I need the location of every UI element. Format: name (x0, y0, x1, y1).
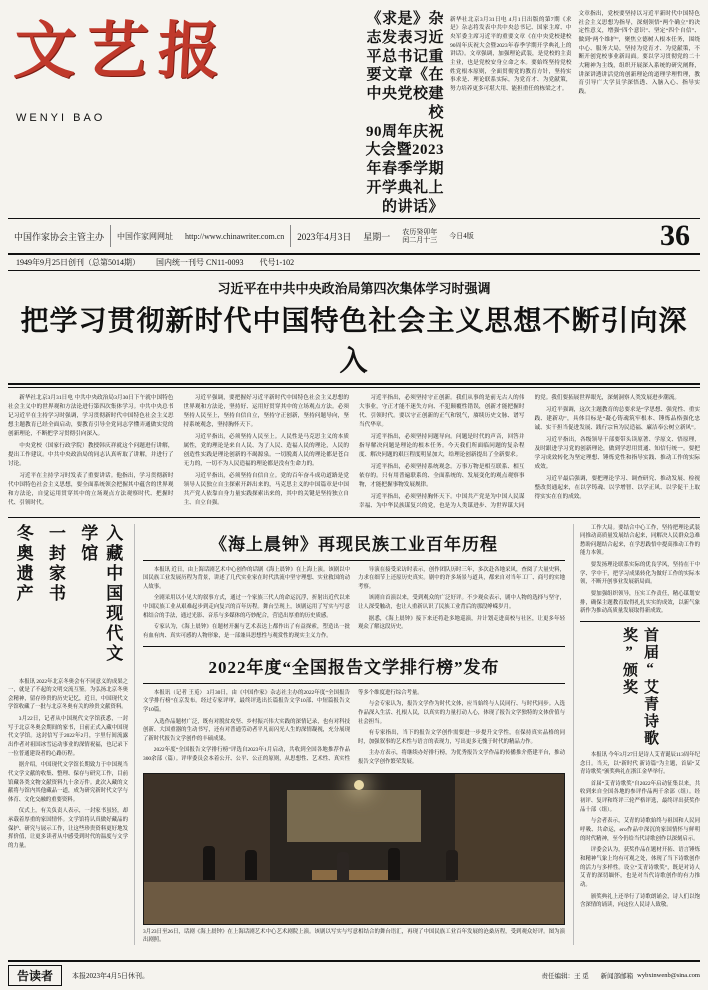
lunar-line2: 闰二月十三 (402, 236, 438, 245)
founded-info: 1949年9月25日创刊（总第5014期） (16, 258, 140, 268)
lead-p: 习近平最后强调，要把理论学习、调查研究、推动发展、检视整改贯通起来，在以学铸魂、以学增智、以学正风、以学促干上取得实实在在的成效。 (534, 475, 700, 500)
lead-p: 习近平指出，必须坚持胸怀天下。中国共产党是为中国人民谋幸福、为中华民族谋复兴的党，也是为人类谋进步、为世界谋大同的党。我们要拓展世界眼光，深刻洞察人类发展进步潮流。 (359, 395, 680, 509)
left-p: 仪式上，有关负责人表示，一封家书虽轻，却承载着厚重的家国情怀。文学馆将认真做好藏品的保护、研究与展示工作，让这些珍贵资料更好地发挥价值，让更多读者从中感受到时代的温度与文学的力量。 (8, 808, 128, 850)
photo-floor (144, 882, 564, 924)
masthead-headline (348, 6, 450, 216)
right-body (580, 751, 700, 910)
lead-p: 习近平指出，必须坚持系统观念。万事万物是相互联系、相互依存的。只有用普遍联系的、全面系统的、发展变化的观点观察事物，才能把握事物发展规律。 (359, 463, 525, 488)
photo-figure (337, 852, 349, 880)
right-vertical-title: 首届“艾青诗歌奖”颁奖 (621, 626, 658, 747)
lead-p: 习近平在主持学习时发表了重要讲话。他指出，学习贯彻新时代中国特色社会主义思想，要全面系统领会把握其中蕴含的世界观和方法论，自觉运用贯穿其中的立场观点方法观察时代、把握时代、引领时代。 (8, 472, 174, 506)
lead-body (8, 394, 700, 510)
masthead (8, 6, 700, 219)
masthead-headline-line1: 《求是》杂志发表习近平总书记重要文章《在中央党校建校 (366, 11, 444, 121)
right-top-body (580, 524, 700, 616)
report-ranking-title: 2022年度“全国报告文学排行榜”发布 (208, 657, 500, 677)
post-code: 代号1-102 (259, 258, 295, 268)
right-p: 颁奖典礼上还举行了诗歌朗诵会，诗人们以饱含深情的诵读，向这位人民诗人致敬。 (580, 893, 700, 909)
sponsor-label: 中国作家协会主管主办 (14, 231, 105, 242)
lead-p: 习近平强调，这次主题教育的总要求是“学思想、强党性、重实践、建新功”，具体目标是“凝心铸魂筑牢根本、锤炼品格强化忠诚、实干担当促进发展、践行宗旨为民造福、廉洁奉公树立新风”。 (534, 407, 700, 432)
left-p: 本报讯 2022年北京冬奥会有不同意义的成果之一，就是了不起的文明交流互鉴。为弘扬北京冬奥会精神，留存珍贵的历史记忆，近日，中国现代文学馆收藏了一批与北京冬奥有关的珍贵文献资料。 (8, 678, 128, 711)
photo-figure (203, 846, 215, 880)
mid-article-body (143, 566, 565, 641)
lead-kicker: 习近平在中共中央政治局第四次集体学习时强调 (217, 281, 491, 297)
report-p: 主办方表示，将继续办好排行榜，为优秀报告文学作品的传播推介搭建平台，推动报告文学创作繁荣发展。 (358, 750, 565, 766)
lower-band (8, 517, 700, 946)
logo-pinyin: WENYI BAO (16, 112, 106, 124)
right-p: 评委会认为，获奖作品在题材开拓、语言锤炼和精神气象上均有可观之处，体现了当下诗歌创作的活力与多样性。设立“艾青诗歌奖”，既是对诗人艾青的深切缅怀，也是对当代诗歌创作的有力推动。 (580, 847, 700, 888)
left-vertical-title-3: 入藏中国现代文学馆 (78, 523, 123, 664)
masthead-headline-line2: 90周年庆祝大会暨2023年春季学期开学典礼上的讲话》 (365, 123, 444, 215)
notice-title: 告读者 (8, 965, 62, 986)
right-p: 首届“艾青诗歌奖”自2022年启动征集以来，共收到来自全国各地的参评作品两千余部（组）。经初评、复评和终评三轮严格评选，最终评出获奖作品十部（组）。 (580, 780, 700, 813)
site-url[interactable]: http://www.chinawriter.com.cn (185, 231, 285, 241)
mid-article-title: 《海上晨钟》再现民族工业百年历程 (210, 534, 498, 554)
masthead-brief (450, 6, 700, 101)
left-vertical-title-1: 冬奥遗产 (13, 523, 33, 604)
left-column (8, 524, 135, 946)
cn-code: 国内统一刊号 CN11-0093 (156, 258, 244, 268)
mid-p: 全剧采用以小见大的叙事方式，通过一个家族三代人的命运沉浮，折射出近代以来中国民族工业从艰难起步到走向复兴的百年历程。舞台呈现上，该剧运用了写实与写意相结合的手法，通过光影、音乐与多媒体的巧妙配合，营造出厚重的历史质感。 (143, 595, 350, 619)
info-bar (8, 219, 700, 255)
email-address[interactable]: wybxinwenb@sina.com (637, 972, 700, 979)
lunar-line1: 农历癸卯年 (402, 227, 438, 236)
mid-p: 本报讯 近日，由上海话剧艺术中心创作的话剧《海上晨钟》在上海上演。该剧以中国民族工业发展历程为背景，讲述了几代实业家在时代洪流中坚守理想、实业救国的动人故事。 (143, 566, 350, 590)
editor-credit: 责任编辑：王 觅 (541, 973, 589, 980)
report-p: 2022年度“全国报告文学排行榜”评选自2023年1月启动，共收到全国各地推荐作品300余部（篇）。评审委员会本着公开、公平、公正的原则，从思想性、艺术性、真实性等多个维度进行综合考量。 (143, 689, 423, 763)
masthead-brief-p2: 文章指出，党校要坚持以习近平新时代中国特色社会主义思想为指导，深刻领悟“两个确立”的决定性意义，增强“四个意识”、坚定“四个自信”、做到“两个维护”，聚焦立德树人根本任务，围绕中心、服务大局，坚持为党育才、为党献策，不断开创党校事业新局面。要以学习贯彻党的二十大精神为主线，组织开展深入系统的研究阐释，讲深讲透讲活党的创新理论的道理学理哲理，教育引导广大学员学深悟透、入脑入心、指导实践。 (578, 11, 700, 95)
mid-p: 该剧自首演以来，受到观众的广泛好评。不少观众表示，剧中人物的选择与坚守，让人深受触动，也让人重新认识了民族工业背后的那段峥嵘岁月。 (358, 595, 565, 611)
photo-figure (388, 848, 400, 880)
info-line-2 (8, 255, 700, 271)
report-p: 有专家指出，当下的报告文学创作需要进一步提升文学性，在保持真实品格的同时，加强叙事的艺术性与语言的表现力，写出更多无愧于时代的精品力作。 (358, 730, 565, 745)
logo-text: 文艺报 (12, 14, 232, 87)
right-p: 与会者表示，艾青的诗歌始终与祖国和人民同呼吸、共命运，его作品中深沉的家国情怀与鲜明的时代精神，至今仍给当代诗歌创作以深刻启示。 (580, 818, 700, 842)
lead-p: 中央党校（国家行政学院）教授韩庆祥就这个问题进行讲解，提出工作建议。中共中央政治局的同志认真听取了讲解，并进行了讨论。 (8, 442, 174, 467)
masthead-brief-p1: 新华社北京3月31日电 4月1日出版的第7期《求是》杂志将发表中共中央总书记、国家主席、中央军委主席习近平的重要文章《在中央党校建校90周年庆祝大会暨2023年春季学期开学典礼上的讲话》。文章强调，加强理论武装，是党校的主责主业，也是党校安身立命之本。要始终坚持党校姓党根本原则，全面贯彻党的教育方针，坚持实事求是、理论联系实际，为党育才、为党献策，努力培养更多可堪大用、能担重任的栋梁之才。 (450, 16, 572, 92)
site-label: 中国作家网网址 (117, 231, 174, 241)
left-p: 3月22日，记者从中国现代文学馆获悉，一封写于北京冬奥会期间的家书，日前正式入藏中国现代文学馆。这封信写于2022年2月，字里行间流露出作者对祖国冰雪运动事业的深情祝福，也记录下一位普通建设者的心路历程。 (8, 716, 128, 757)
right-top-p: 要加强组织领导，压实工作责任，精心谋划安排，确保主题教育取得扎扎实实的成效，以新气象新作为推动高质量发展取得新成效。 (580, 590, 700, 615)
lead-p: 习近平指出，必须坚持人民至上。人民性是马克思主义的本质属性，党的理论是来自人民、为了人民、造福人民的理论，人民的创造性实践是理论创新的不竭源泉。一切脱离人民的理论都是苍白无力的，一切不为人民造福的理论都是没有生命力的。 (183, 434, 349, 467)
photo-figure (245, 850, 257, 880)
rule (8, 383, 700, 388)
issue-number: 36 (660, 219, 690, 253)
rule (143, 560, 565, 561)
left-vertical-title-2: 一封家书 (45, 523, 65, 604)
today-pages: 今日4版 (449, 232, 474, 241)
rule (580, 621, 700, 622)
lunar-date (396, 228, 443, 245)
right-top-p: 工作大局。要结合中心工作，坚持把理论武装同推动高质量发展结合起来，同解决人民群众急难愁盼问题结合起来，在学思践悟中提高推动工作的能力本领。 (580, 524, 700, 557)
report-p: 入选作品题材广泛，既有对脱贫攻坚、乡村振兴伟大实践的深情记录，也有对科技创新、大国重器的生动书写，还有对普通劳动者平凡而闪光人生的深情凝视，充分展现了新时代报告文学创作的丰硕成果。 (143, 718, 350, 742)
photo-lamp (354, 780, 364, 790)
notice-text: 本报2023年4月5日休刊。 (72, 971, 150, 980)
mid-p: 据悉，《海上晨钟》接下来还将赴多地巡演，并计划走进高校与社区，让更多年轻观众了解这段历史。 (358, 615, 565, 631)
photo-table (312, 870, 396, 880)
photo-figure (446, 850, 458, 880)
report-p: 与会专家认为，报告文学作为时代文体，应当始终与人民同行、与时代同步。入选作品深入生活、扎根人民，以真实的力量打动人心，体现了报告文学独特的文体价值与社会担当。 (358, 701, 565, 725)
newspaper-logo (8, 6, 348, 86)
right-column (573, 524, 700, 946)
lead-p: 习近平强调，要把握好习近平新时代中国特色社会主义思想的世界观和方法论，坚持好、运用好贯穿其中的立场观点方法。必须坚持人民至上，坚持自信自立，坚持守正创新，坚持问题导向，坚持系统观念，坚持胸怀天下。 (183, 395, 349, 429)
masthead-logo-area (8, 6, 348, 124)
lead-p: 习近平指出，各级领导干部要带头读原著、学原文、悟原理，及时跟进学习党的创新理论，做到学思用贯通、知信行统一。要把学习成效转化为坚定理想、锤炼党性和指导实践、推动工作的实际成效。 (534, 437, 700, 470)
lead-p: 习近平指出，必须坚持问题导向。问题是时代的声音，回答并指导解决问题是理论的根本任务。今天我们所面临问题的复杂程度、解决问题的艰巨程度明显加大，给理论创新提出了全新要求。 (359, 434, 525, 458)
photo-window (287, 790, 421, 842)
right-p: 本报讯 今年3月27日是诗人艾青诞辰113周年纪念日。当天，以“新时代 新诗篇”为主题，首届“艾青诗歌奖”颁奖典礼在浙江金华举行。 (580, 751, 700, 776)
stage-photo (143, 773, 565, 925)
email-label: 新闻部邮箱 (600, 973, 634, 980)
lead-p: 习近平指出，必须坚持守正创新。我们从事的是前无古人的伟大事业，守正才能不迷失方向、不犯颠覆性错误，创新才能把握时代、引领时代。要以守正创新的正气和锐气，赓续历史文脉、谱写当代华章。 (359, 395, 525, 429)
mid-p: 导演在接受采访时表示，创作团队历时三年，多次赴各地采风，查阅了大量史料，力求在细节上还原历史真实。剧中的许多场景与道具，都来自对当年工厂、商号的实地考察。 (358, 566, 565, 590)
left-p: 据介绍，中国现代文学馆长期致力于中国现当代文学文献的收集、整理、保存与研究工作，目前馆藏各类文物文献资料九十余万件。此次入藏的文献将与馆内其他藏品一道，成为研究新时代文学与体育、文化交融的重要资料。 (8, 762, 128, 803)
publish-date: 2023年4月3日 (297, 231, 352, 242)
rule (143, 683, 565, 684)
report-ranking-body (143, 689, 565, 767)
photo-caption: 3月23日至26日，话剧《海上晨钟》在上海话剧艺术中心艺术剧院上演。该剧以写实与写意相结合的舞台语汇，再现了中国民族工业百年发展的沧桑历程，受到观众好评。图为演出剧照。 (143, 928, 565, 944)
rule (143, 646, 565, 647)
page-footer (8, 960, 700, 986)
lead-p: 习近平指出，必须坚持自信自立。党的百年奋斗成功道路是党领导人民独立自主探索开辟出来的，马克思主义的中国篇章是中国共产党人依靠自身力量实践探索出来的，其中的关键是坚持独立自主、自立自强。 (183, 472, 349, 506)
weekday: 星期一 (363, 231, 391, 242)
right-top-p: 要发扬理论联系实际的优良学风，坚持在干中学、学中干，把学习成果转化为做好工作的实际本领，不断开创事业发展新局面。 (580, 562, 700, 586)
middle-column (143, 524, 565, 946)
lead-p: 新华社北京3月31日电 中共中央政治局3月30日下午就中国特色社会主义中的世界观和方法论进行第四次集体学习。中共中央总书记习近平在主持学习时强调，学习贯彻新时代中国特色社会主义思想主题教育已经全面启动，要教育引导全党同志学懂弄通做实党的创新理论，不断把学习贯彻引向深入。 (8, 395, 174, 437)
lead-title: 把学习贯彻新时代中国特色社会主义思想不断引向深入 (20, 304, 688, 378)
mid-p: 专家认为，《海上晨钟》在题材开掘与艺术表达上都作出了有益探索，塑造出一批有血有肉、真实可感的人物形象，是一部兼具思想性与观赏性的现实主义力作。 (143, 624, 350, 639)
report-p: 本报讯（记者 王觅） 3月30日，由《中国作家》杂志社主办的2022年度“全国报告文学排行榜”在京发布。经过专家评审，最终评选出长篇报告文学10部、中短篇报告文学10篇。 (143, 689, 350, 713)
left-body (8, 678, 128, 851)
